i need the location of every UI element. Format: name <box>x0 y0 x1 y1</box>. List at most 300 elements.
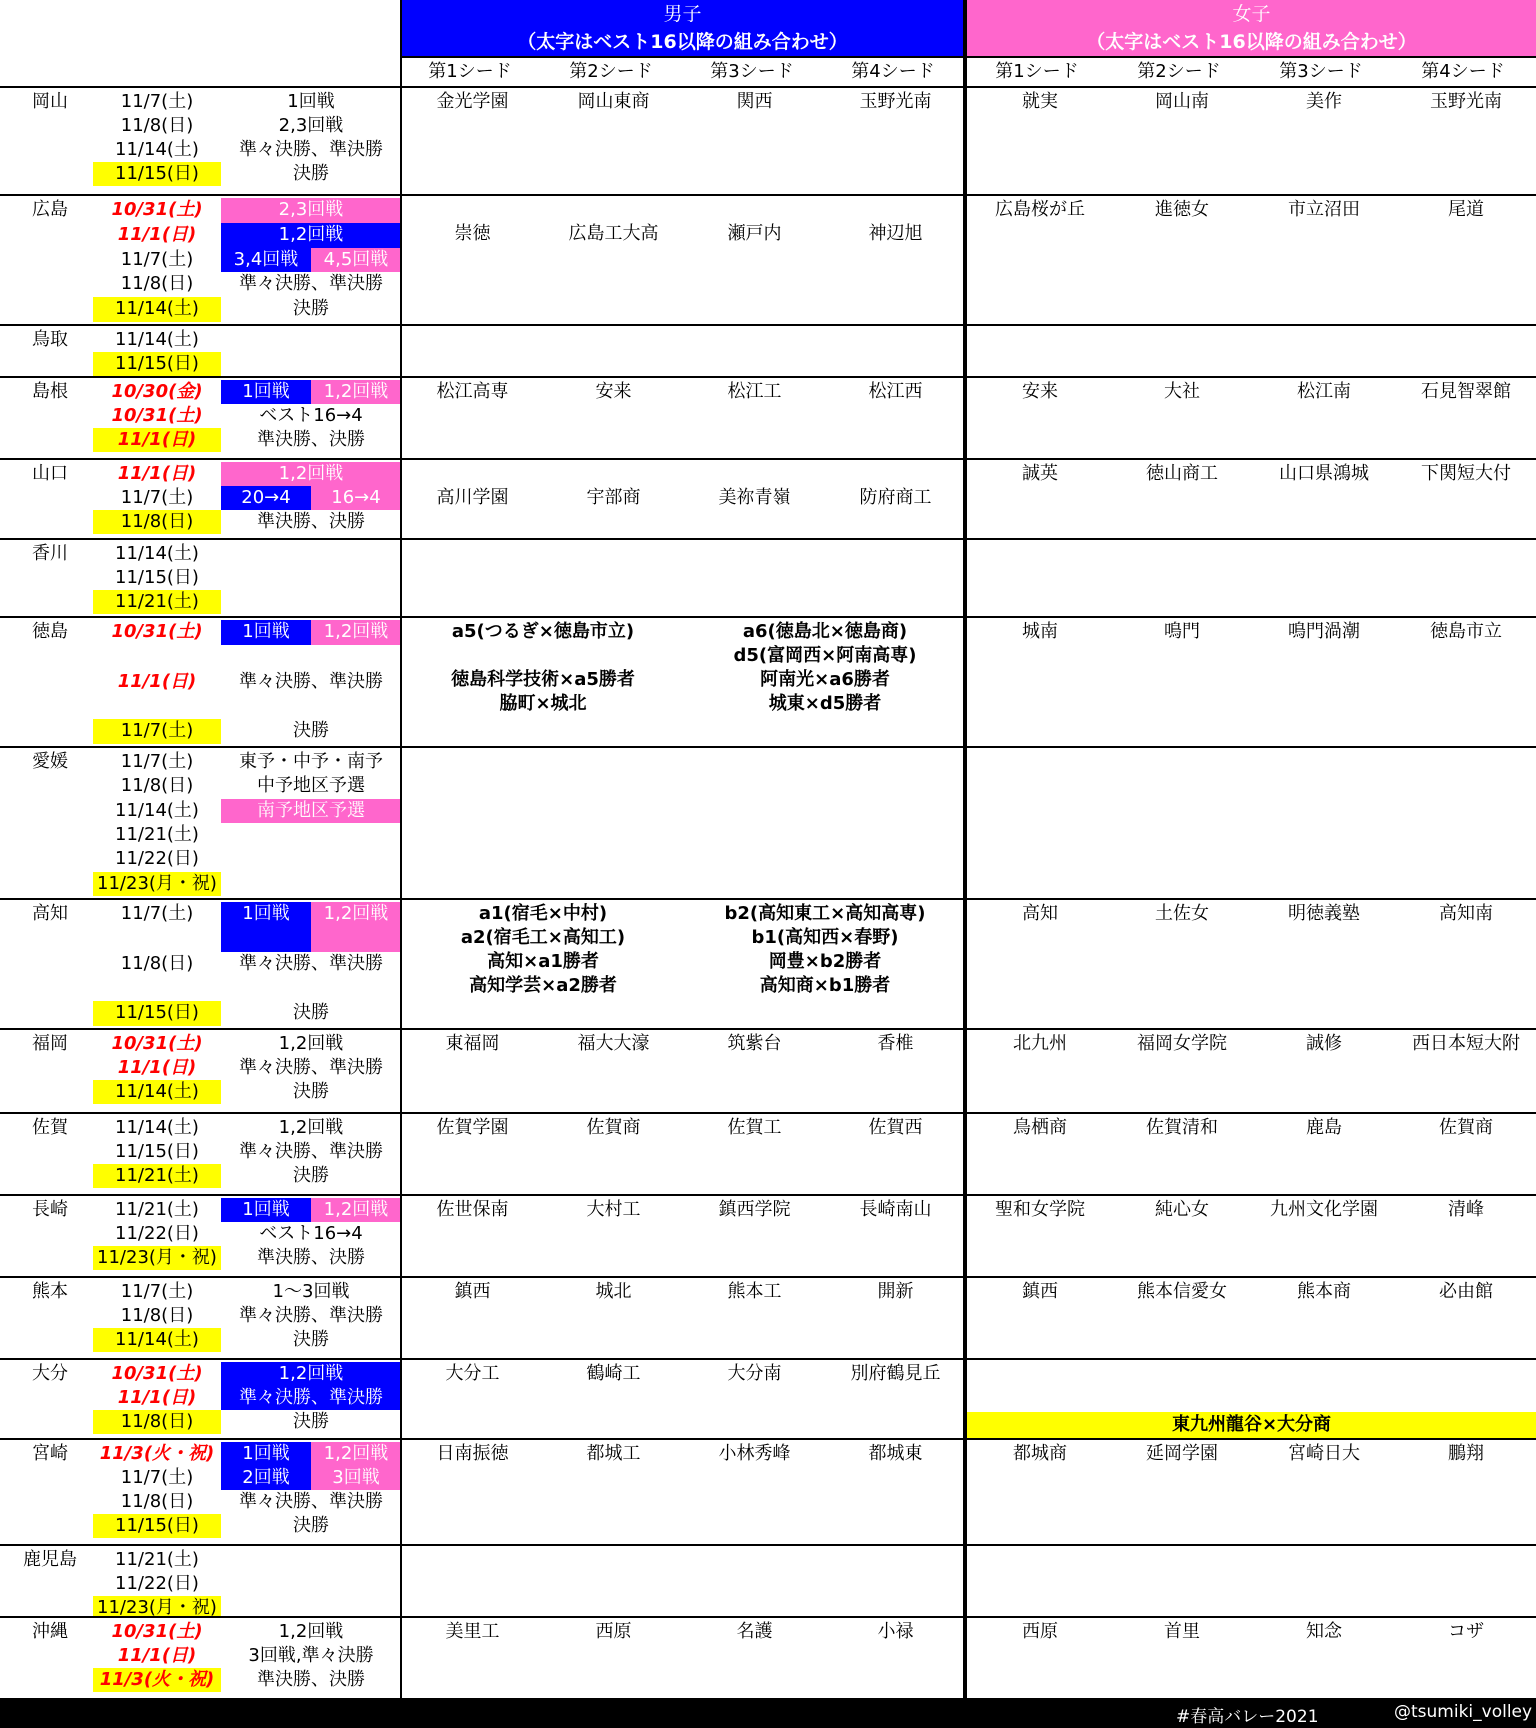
boys-bracket-line: b1(高知西×春野) <box>751 927 899 948</box>
schedule-date: 11/8(日) <box>120 115 194 136</box>
round-name: 決勝 <box>293 1081 329 1102</box>
schedule-date <box>93 645 221 670</box>
schedule-date: 11/22(日) <box>115 1223 199 1244</box>
round-name: 準々決勝、準決勝 <box>239 273 383 295</box>
girls-seed-school: 尾道 <box>1448 199 1484 220</box>
girls-seed-school: 城南 <box>1022 621 1058 642</box>
schedule-date: 11/7(土) <box>120 1467 194 1488</box>
round-name: 1,2回戦 <box>278 1033 344 1054</box>
boys-seed-school: 佐賀工 <box>727 1117 782 1138</box>
prefecture-row-info <box>0 88 400 194</box>
boys-seed-school: 佐賀商 <box>586 1117 641 1138</box>
boys-bracket-line: 徳島科学技術×a5勝者 <box>451 669 635 690</box>
round-name: 準々決勝、準決勝 <box>239 1491 383 1512</box>
boys-seed-school: 福大大濠 <box>577 1033 650 1054</box>
boys-seed-school: 鎮西 <box>454 1281 491 1302</box>
girls-seed-school: 高知南 <box>1439 903 1493 924</box>
girls-seeds-cell <box>967 460 1536 538</box>
boys-seed-school: 佐世保南 <box>436 1199 509 1220</box>
girls-seed-school: 徳山商工 <box>1146 463 1218 484</box>
schedule-date: 11/14(土) <box>115 543 199 564</box>
boys-seed-school: 関西 <box>736 91 773 112</box>
schedule-date: 11/1(日) <box>117 1057 197 1078</box>
schedule-date: 11/21(土) <box>115 1549 199 1570</box>
round-name: 1,2回戦 <box>221 1362 400 1386</box>
schedule-date: 11/8(日) <box>120 952 194 974</box>
girls-seed-school: 鹿島 <box>1306 1117 1342 1138</box>
boys-seed-school: 崇徳 <box>454 223 491 244</box>
round-name: 準決勝、決勝 <box>257 1669 365 1690</box>
prefecture-row-info <box>0 1196 400 1276</box>
girls-final-matchup: 東九州龍谷×大分商 <box>967 1412 1536 1438</box>
boys-seed-school: 都城工 <box>586 1443 641 1464</box>
girls-seed-school: 九州文化学園 <box>1270 1199 1378 1220</box>
boys-seed-school: 美祢青嶺 <box>718 487 791 508</box>
schedule-date: 11/14(土) <box>93 1080 221 1104</box>
girls-seed-school: 岡山南 <box>1155 91 1209 112</box>
girls-seed-school: 西原 <box>1022 1621 1058 1642</box>
schedule-date: 11/14(土) <box>115 799 199 821</box>
girls-seed-school: 大社 <box>1164 381 1200 402</box>
girls-seed-school: 延岡学園 <box>1146 1443 1218 1464</box>
round-girls: 4,5回戦 <box>311 248 400 273</box>
boys-seeds-cell <box>402 378 963 458</box>
girls-title: 女子 <box>1232 3 1271 25</box>
boys-bracket-line: 岡豊×b2勝者 <box>768 951 882 972</box>
boys-seeds-cell <box>402 1114 963 1194</box>
schedule-date <box>93 927 221 952</box>
girls-seed-school: 土佐女 <box>1155 903 1209 924</box>
schedule-date: 11/15(日) <box>93 1001 221 1026</box>
boys-header <box>402 0 963 56</box>
girls-seed-school: 下関短大付 <box>1421 463 1511 484</box>
prefecture-row-info <box>0 540 400 616</box>
prefecture-name: 長崎 <box>32 1199 68 1220</box>
schedule-date: 11/14(土) <box>115 1117 199 1138</box>
prefecture-row-info <box>0 1546 400 1616</box>
boys-seeds-cell <box>402 1618 963 1698</box>
girls-header <box>967 0 1536 56</box>
round-name: 決勝 <box>293 1165 329 1186</box>
boys-seed-school: 神辺旭 <box>868 223 923 244</box>
round-girls: 1,2回戦 <box>311 1198 400 1222</box>
schedule-date: 11/22(日) <box>115 848 199 870</box>
boys-seed-school: 広島工大高 <box>568 223 659 244</box>
round-name: 東予・中予・南予 <box>239 751 383 772</box>
boys-seed-school: 美里工 <box>445 1621 500 1642</box>
boys-seeds-cell <box>402 900 963 1028</box>
schedule-date: 11/8(日) <box>120 1305 194 1326</box>
schedule-date <box>93 976 221 1001</box>
girls-seeds-cell <box>967 88 1536 194</box>
schedule-date: 11/23(月・祝) <box>93 872 221 896</box>
prefecture-name: 香川 <box>32 543 68 564</box>
schedule-date: 11/1(日) <box>117 1645 197 1666</box>
schedule-date: 11/1(日) <box>117 463 197 484</box>
boys-bracket-line: 高知学芸×a2勝者 <box>469 975 617 996</box>
schedule-date: 11/14(土) <box>115 139 199 160</box>
girls-seed-school: 市立沼田 <box>1288 199 1360 220</box>
prefecture-name: 沖縄 <box>32 1621 68 1642</box>
boys-seed-school: 筑紫台 <box>727 1033 782 1054</box>
schedule-date: 11/14(土) <box>115 329 199 350</box>
boys-seed-school: 金光学園 <box>436 91 509 112</box>
schedule-date: 11/15(日) <box>93 162 221 186</box>
schedule-date: 11/14(土) <box>93 297 221 322</box>
girls-seeds-cell <box>967 196 1536 324</box>
boys-bracket-line: 阿南光×a6勝者 <box>760 669 890 690</box>
prefecture-row-info <box>0 900 400 1028</box>
boys-seed-label: 第1シード <box>428 61 512 82</box>
round-name: ベスト16→4 <box>259 405 363 426</box>
girls-seeds-cell <box>967 1618 1536 1698</box>
girls-seeds-cell <box>967 1546 1536 1616</box>
girls-note: （太字はベスト16以降の組み合わせ） <box>1086 31 1417 53</box>
schedule-date: 11/1(日) <box>117 1387 197 1408</box>
prefecture-name: 鳥取 <box>32 329 68 350</box>
round-girls: 3回戦 <box>311 1466 400 1490</box>
boys-seed-school: 香椎 <box>877 1033 914 1054</box>
boys-note: （太字はベスト16以降の組み合わせ） <box>517 31 848 53</box>
schedule-date: 10/31(土) <box>111 1621 203 1642</box>
girls-seed-label: 第3シード <box>1279 61 1363 82</box>
prefecture-row-info <box>0 378 400 458</box>
boys-bracket-line: b2(高知東工×高知高専) <box>724 903 926 924</box>
boys-seeds-cell <box>402 460 963 538</box>
boys-seeds-cell <box>402 1440 963 1544</box>
round-name: 準々決勝、準決勝 <box>239 1305 383 1326</box>
account-text: @tsumiki_volley <box>1394 1702 1533 1722</box>
boys-seed-school: 都城東 <box>868 1443 923 1464</box>
boys-seed-school: 岡山東商 <box>577 91 650 112</box>
schedule-date: 11/23(月・祝) <box>93 1596 221 1616</box>
prefecture-name: 福岡 <box>32 1033 68 1054</box>
girls-seed-school: 鵬翔 <box>1448 1443 1484 1464</box>
boys-bracket-line: 高知×a1勝者 <box>487 951 599 972</box>
girls-seed-school: 清峰 <box>1448 1199 1484 1220</box>
footer-bar <box>0 1698 1536 1728</box>
schedule-date: 11/21(土) <box>93 590 221 614</box>
girls-seed-school: 鎮西 <box>1022 1281 1058 1302</box>
boys-seed-label: 第4シード <box>851 61 935 82</box>
girls-seed-school: 高知 <box>1022 903 1058 924</box>
round-name: 準々決勝、準決勝 <box>239 952 383 974</box>
boys-seeds-cell <box>402 1546 963 1616</box>
schedule-date: 11/7(土) <box>120 248 194 270</box>
round-boys: 20→4 <box>221 486 311 510</box>
round-name: 準々決勝、準決勝 <box>239 670 383 692</box>
boys-seed-school: 瀬戸内 <box>727 223 782 244</box>
prefecture-name: 熊本 <box>32 1281 68 1302</box>
round-girls: 1,2回戦 <box>311 380 400 404</box>
girls-seed-school: 熊本信愛女 <box>1137 1281 1227 1302</box>
girls-seed-school: コザ <box>1448 1621 1484 1642</box>
girls-seeds-cell <box>967 1360 1536 1438</box>
girls-seeds-cell <box>967 900 1536 1028</box>
boys-seeds-cell <box>402 326 963 376</box>
schedule-date: 11/8(日) <box>120 775 194 797</box>
round-boys: 1回戦 <box>221 1198 311 1222</box>
boys-seed-school: 城北 <box>595 1281 632 1302</box>
boys-seed-school: 鶴崎工 <box>586 1363 641 1384</box>
boys-bracket-line: 脇町×城北 <box>499 693 587 714</box>
prefecture-name: 高知 <box>32 903 68 924</box>
girls-seed-school: 宮崎日大 <box>1288 1443 1360 1464</box>
schedule-date: 11/7(土) <box>93 719 221 744</box>
round-girls: 1,2回戦 <box>311 902 400 952</box>
prefecture-name: 岡山 <box>32 91 68 112</box>
girls-seed-school: 誠英 <box>1022 463 1058 484</box>
boys-bracket-line: a6(徳島北×徳島商) <box>742 621 908 642</box>
girls-seeds-cell <box>967 1196 1536 1276</box>
schedule-date: 10/30(金) <box>111 381 203 402</box>
prefecture-row-info <box>0 618 400 746</box>
girls-seeds-cell <box>967 618 1536 746</box>
girls-seed-school: 広島桜が丘 <box>995 199 1085 220</box>
boys-seed-school: 名護 <box>736 1621 773 1642</box>
boys-seed-school: 大村工 <box>586 1199 641 1220</box>
boys-seed-school: 防府商工 <box>859 487 932 508</box>
boys-bracket-line: d5(富岡西×阿南高専) <box>733 645 917 666</box>
schedule-date: 11/1(日) <box>117 670 197 692</box>
girls-seeds-cell <box>967 1440 1536 1544</box>
boys-seed-school: 西原 <box>595 1621 632 1642</box>
schedule-date: 11/21(土) <box>93 1164 221 1188</box>
schedule-date: 10/31(土) <box>111 405 203 426</box>
round-name: 中予地区予選 <box>257 775 365 797</box>
boys-seed-school: 佐賀西 <box>868 1117 923 1138</box>
schedule-date <box>93 694 221 719</box>
prefecture-row-info <box>0 1278 400 1358</box>
girls-seeds-cell <box>967 1030 1536 1112</box>
girls-seed-school: 誠修 <box>1306 1033 1342 1054</box>
girls-seed-label: 第2シード <box>1137 61 1221 82</box>
boys-seeds-cell <box>402 1196 963 1276</box>
round-name: 南予地区予選 <box>221 799 400 823</box>
round-boys: 3,4回戦 <box>221 248 311 273</box>
boys-seeds-cell <box>402 618 963 746</box>
girls-seed-school: 進徳女 <box>1155 199 1209 220</box>
round-name: 準決勝、決勝 <box>257 1247 365 1268</box>
prefecture-row-info <box>0 1030 400 1112</box>
boys-seeds-cell <box>402 1030 963 1112</box>
boys-seed-school: 大分工 <box>445 1363 500 1384</box>
schedule-date: 10/31(土) <box>111 621 203 642</box>
girls-seed-school: 玉野光南 <box>1430 91 1502 112</box>
boys-seed-school: 小禄 <box>877 1621 914 1642</box>
round-boys: 2回戦 <box>221 1466 311 1490</box>
prefecture-name: 大分 <box>32 1363 68 1384</box>
round-girls: 1,2回戦 <box>311 1442 400 1466</box>
round-name: 1回戦 <box>287 91 335 112</box>
girls-seed-school: 純心女 <box>1155 1199 1209 1220</box>
boys-seed-school: 宇部商 <box>586 487 641 508</box>
girls-seed-label: 第4シード <box>1421 61 1505 82</box>
schedule-date: 11/7(土) <box>120 1281 194 1302</box>
prefecture-row-info <box>0 1440 400 1544</box>
girls-seeds-cell <box>967 540 1536 616</box>
boys-seeds-cell <box>402 1360 963 1438</box>
boys-seed-school: 長崎南山 <box>859 1199 932 1220</box>
girls-seed-school: 熊本商 <box>1297 1281 1351 1302</box>
round-name: 決勝 <box>293 1329 329 1350</box>
girls-seed-school: 首里 <box>1164 1621 1200 1642</box>
prefecture-name: 島根 <box>32 381 68 402</box>
prefecture-row-info <box>0 326 400 376</box>
schedule-date: 11/21(土) <box>115 1199 199 1220</box>
round-name: 1,2回戦 <box>278 1621 344 1642</box>
boys-seed-school: 松江西 <box>868 381 923 402</box>
boys-seed-school: 東福岡 <box>445 1033 500 1054</box>
round-boys: 1回戦 <box>221 380 311 404</box>
girls-seed-school: 山口県鴻城 <box>1279 463 1369 484</box>
round-name: 決勝 <box>293 1515 329 1536</box>
round-girls: 16→4 <box>311 486 400 510</box>
schedule-date: 11/15(日) <box>93 352 221 376</box>
round-name: 決勝 <box>293 163 329 184</box>
boys-seed-school: 小林秀峰 <box>718 1443 791 1464</box>
prefecture-name: 宮崎 <box>32 1443 68 1464</box>
round-name: 1,2回戦 <box>221 223 400 248</box>
boys-seeds-cell <box>402 1278 963 1358</box>
schedule-date: 11/7(土) <box>120 91 194 112</box>
boys-seed-label: 第2シード <box>569 61 653 82</box>
prefecture-name: 佐賀 <box>32 1117 68 1138</box>
girls-seed-school: 佐賀商 <box>1439 1117 1493 1138</box>
round-name: ベスト16→4 <box>259 1223 363 1244</box>
round-name: 準々決勝、準決勝 <box>221 1386 400 1410</box>
prefecture-name: 愛媛 <box>32 751 68 772</box>
round-name: 1～3回戦 <box>272 1281 350 1302</box>
girls-seeds-cell <box>967 378 1536 458</box>
round-name: 準決勝、決勝 <box>257 511 365 532</box>
boys-bracket-line: 城東×d5勝者 <box>768 693 882 714</box>
girls-seeds-cell <box>967 1278 1536 1358</box>
round-name: 決勝 <box>293 720 329 742</box>
schedule-date: 11/3(火・祝) <box>93 1668 221 1692</box>
boys-seed-school: 玉野光南 <box>859 91 932 112</box>
schedule-date: 11/8(日) <box>120 273 194 295</box>
schedule-date: 11/1(日) <box>93 428 221 452</box>
schedule-date: 11/15(日) <box>115 567 199 588</box>
schedule-date: 11/1(日) <box>117 223 197 245</box>
boys-seeds-cell <box>402 540 963 616</box>
girls-seed-school: 石見智翠館 <box>1421 381 1511 402</box>
boys-seed-school: 日南振徳 <box>436 1443 509 1464</box>
schedule-date: 11/14(土) <box>93 1328 221 1352</box>
boys-seed-school: 高川学園 <box>436 487 509 508</box>
schedule-date: 11/7(土) <box>120 903 194 924</box>
prefecture-row-info <box>0 1360 400 1438</box>
girls-seed-school: 西日本短大附 <box>1412 1033 1520 1054</box>
round-girls: 1,2回戦 <box>311 620 400 645</box>
girls-seed-school: 鳴門渦潮 <box>1288 621 1360 642</box>
girls-seed-school: 美作 <box>1306 91 1342 112</box>
prefecture-row-info <box>0 460 400 538</box>
boys-seed-school: 佐賀学園 <box>436 1117 509 1138</box>
schedule-date: 11/23(月・祝) <box>93 1246 221 1270</box>
round-name: 決勝 <box>293 1002 329 1024</box>
round-name: 2,3回戦 <box>278 115 344 136</box>
girls-seeds-cell <box>967 326 1536 376</box>
schedule-date: 11/7(土) <box>120 487 194 508</box>
girls-seed-school: 聖和女学院 <box>995 1199 1085 1220</box>
boys-seed-school: 大分南 <box>727 1363 782 1384</box>
round-name: 準々決勝、準決勝 <box>239 1141 383 1162</box>
girls-seed-school: 徳島市立 <box>1430 621 1502 642</box>
round-name: 1,2回戦 <box>221 462 400 486</box>
schedule-date: 11/21(土) <box>115 824 199 845</box>
girls-seed-school: 北九州 <box>1013 1033 1067 1054</box>
prefecture-name: 広島 <box>32 199 68 220</box>
schedule-date: 11/7(土) <box>120 751 194 772</box>
schedule-date: 11/15(日) <box>115 1141 199 1162</box>
girls-seed-school: 必由館 <box>1439 1281 1493 1302</box>
girls-seed-school: 鳥栖商 <box>1013 1117 1067 1138</box>
round-name: 準決勝、決勝 <box>257 429 365 450</box>
schedule-date: 10/31(土) <box>111 1363 203 1384</box>
prefecture-row-info <box>0 748 400 898</box>
hashtag-text: #春高バレー2021 <box>1176 1707 1319 1727</box>
boys-seed-school: 熊本工 <box>727 1281 782 1302</box>
boys-seed-school: 松江工 <box>727 381 782 402</box>
boys-bracket-line: 高知商×b1勝者 <box>759 975 891 996</box>
girls-seed-school: 福岡女学院 <box>1137 1033 1227 1054</box>
boys-seeds-cell <box>402 88 963 194</box>
boys-seed-school: 松江高専 <box>436 381 509 402</box>
boys-title: 男子 <box>663 3 702 25</box>
schedule-date: 10/31(土) <box>111 1033 203 1054</box>
round-boys: 1回戦 <box>221 620 311 645</box>
girls-seeds-cell <box>967 748 1536 898</box>
boys-seed-school: 別府鶴見丘 <box>850 1363 941 1384</box>
corner-cell <box>0 0 400 86</box>
boys-seed-label: 第3シード <box>710 61 794 82</box>
girls-seed-school: 安来 <box>1022 381 1058 402</box>
girls-seed-school: 松江南 <box>1297 381 1351 402</box>
boys-bracket-line: a5(つるぎ×徳島市立) <box>451 621 635 642</box>
round-name: 1,2回戦 <box>278 1117 344 1138</box>
boys-bracket-line: a1(宿毛×中村) <box>478 903 608 924</box>
girls-seed-school: 知念 <box>1306 1621 1342 1642</box>
prefecture-name: 徳島 <box>32 621 68 642</box>
boys-seed-school: 安来 <box>595 381 632 402</box>
boys-seeds-cell <box>402 196 963 324</box>
round-name: 3回戦,準々決勝 <box>248 1645 374 1666</box>
schedule-date: 11/8(日) <box>93 510 221 534</box>
schedule-date: 11/8(日) <box>120 1491 194 1512</box>
schedule-date: 11/3(火・祝) <box>99 1443 215 1464</box>
schedule-date: 10/31(土) <box>111 199 203 220</box>
girls-seeds-cell <box>967 1114 1536 1194</box>
round-name: 決勝 <box>293 298 329 320</box>
schedule-date: 11/22(日) <box>115 1573 199 1594</box>
round-boys: 1回戦 <box>221 902 311 952</box>
round-name: 決勝 <box>293 1411 329 1432</box>
boys-bracket-line: a2(宿毛工×高知工) <box>460 927 626 948</box>
boys-seeds-cell <box>402 748 963 898</box>
girls-seed-school: 都城商 <box>1013 1443 1067 1464</box>
prefecture-name: 山口 <box>32 463 68 484</box>
round-name: 準々決勝、準決勝 <box>239 139 383 160</box>
boys-seed-school: 鎮西学院 <box>718 1199 791 1220</box>
round-name: 2,3回戦 <box>221 198 400 223</box>
girls-seed-school: 佐賀清和 <box>1146 1117 1218 1138</box>
prefecture-name: 鹿児島 <box>23 1549 77 1570</box>
girls-seed-school: 鳴門 <box>1164 621 1200 642</box>
prefecture-row-info <box>0 1114 400 1194</box>
round-boys: 1回戦 <box>221 1442 311 1466</box>
